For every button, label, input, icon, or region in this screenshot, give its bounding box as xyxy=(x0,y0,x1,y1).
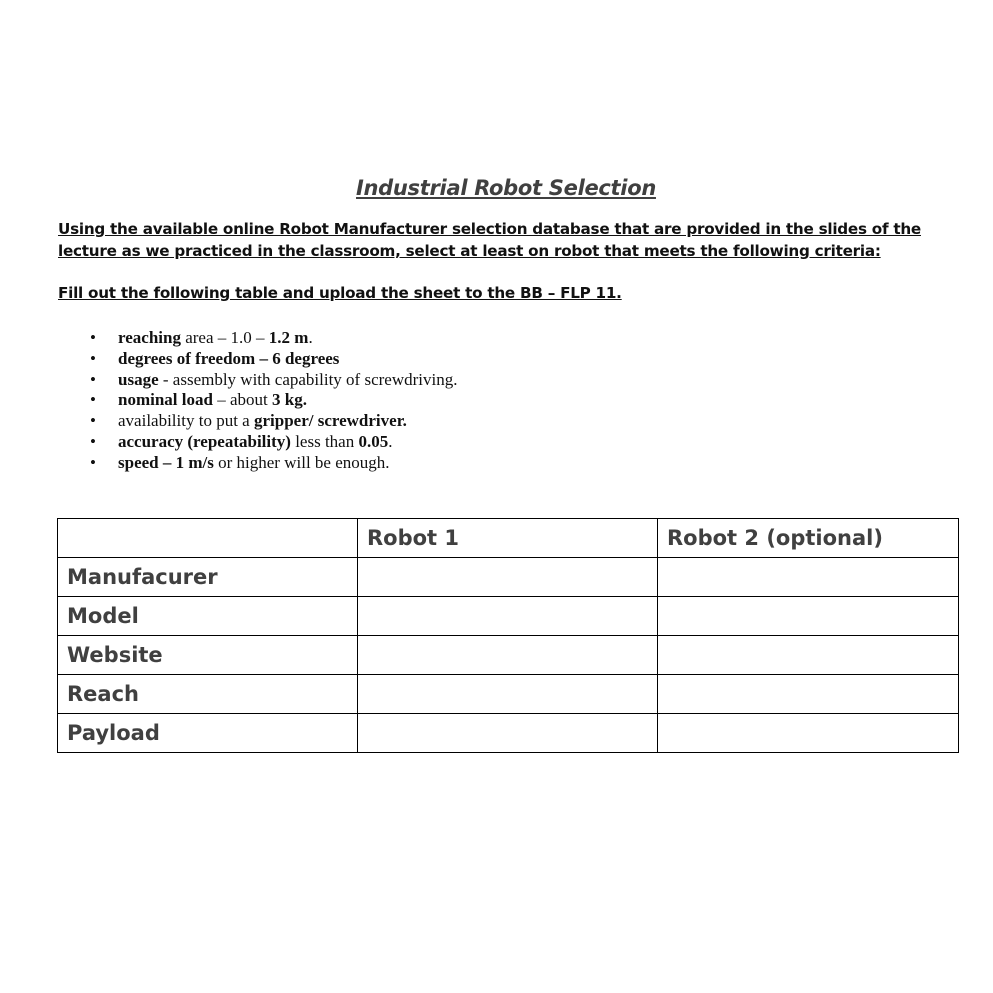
table-row xyxy=(58,558,959,597)
bullet-icon: • xyxy=(90,390,96,410)
entry-cell[interactable] xyxy=(658,558,959,597)
criteria-list xyxy=(88,328,457,474)
criteria-text: 0.05 xyxy=(358,431,389,451)
criteria-text: nominal load xyxy=(118,390,213,410)
criteria-item xyxy=(88,390,457,411)
table-row xyxy=(58,597,959,636)
table-row xyxy=(58,675,959,714)
bullet-icon: • xyxy=(90,328,96,347)
bullet-icon: • xyxy=(90,431,96,451)
row-label: Payload xyxy=(58,714,358,753)
table-row xyxy=(58,714,959,753)
criteria-item xyxy=(88,453,457,474)
criteria-item xyxy=(88,370,457,391)
entry-cell[interactable] xyxy=(658,597,959,636)
instruction-text: Fill out the following table and upload the sheet to the BB – FLP 11. xyxy=(58,284,622,302)
intro-paragraph: Using the available online Robot Manufacturer selection database that are provided in the slides of the lecture as we practiced in the classroom, select at least on robot that meets the following criteria: xyxy=(58,220,921,260)
table-header-row xyxy=(58,519,959,558)
bullet-icon: • xyxy=(90,348,96,368)
criteria-text: speed – 1 m/s xyxy=(118,452,214,472)
entry-cell[interactable] xyxy=(658,714,959,753)
criteria-text: 1.2 m xyxy=(268,328,309,347)
criteria-item xyxy=(88,349,457,370)
entry-cell[interactable] xyxy=(658,675,959,714)
column-header: Robot 1 xyxy=(358,519,658,558)
criteria-text: reaching xyxy=(118,328,181,347)
row-label: Model xyxy=(58,597,358,636)
table-row xyxy=(58,636,959,675)
column-header: Robot 2 (optional) xyxy=(658,519,959,558)
criteria-text: usage xyxy=(118,369,159,389)
row-label: Website xyxy=(58,636,358,675)
criteria-text: 3 kg. xyxy=(271,390,307,410)
row-label: Reach xyxy=(58,675,358,714)
bullet-icon: • xyxy=(90,411,96,431)
entry-cell[interactable] xyxy=(358,558,658,597)
column-header xyxy=(58,519,358,558)
criteria-text: – about xyxy=(212,390,272,410)
bullet-icon: • xyxy=(90,452,96,472)
robot-selection-table xyxy=(57,518,959,753)
criteria-item xyxy=(88,432,457,453)
criteria-text: accuracy (repeatability) xyxy=(118,431,291,451)
criteria-item xyxy=(88,328,457,349)
page-title: Industrial Robot Selection xyxy=(356,176,656,200)
criteria-text: . xyxy=(308,328,313,347)
entry-cell[interactable] xyxy=(358,714,658,753)
criteria-text: - assembly with capability of screwdriving. xyxy=(158,369,458,389)
criteria-text: or higher will be enough. xyxy=(213,452,390,472)
entry-cell[interactable] xyxy=(658,636,959,675)
row-label: Manufacurer xyxy=(58,558,358,597)
entry-cell[interactable] xyxy=(358,675,658,714)
criteria-text: gripper/ screwdriver. xyxy=(253,411,407,431)
bullet-icon: • xyxy=(90,369,96,389)
criteria-text: less than xyxy=(290,431,359,451)
criteria-text: area – 1.0 – xyxy=(180,328,269,347)
criteria-item xyxy=(88,411,457,432)
entry-cell[interactable] xyxy=(358,636,658,675)
criteria-text: . xyxy=(388,431,393,451)
criteria-text: availability to put a xyxy=(118,411,254,431)
entry-cell[interactable] xyxy=(358,597,658,636)
criteria-text: degrees of freedom – 6 degrees xyxy=(118,348,340,368)
